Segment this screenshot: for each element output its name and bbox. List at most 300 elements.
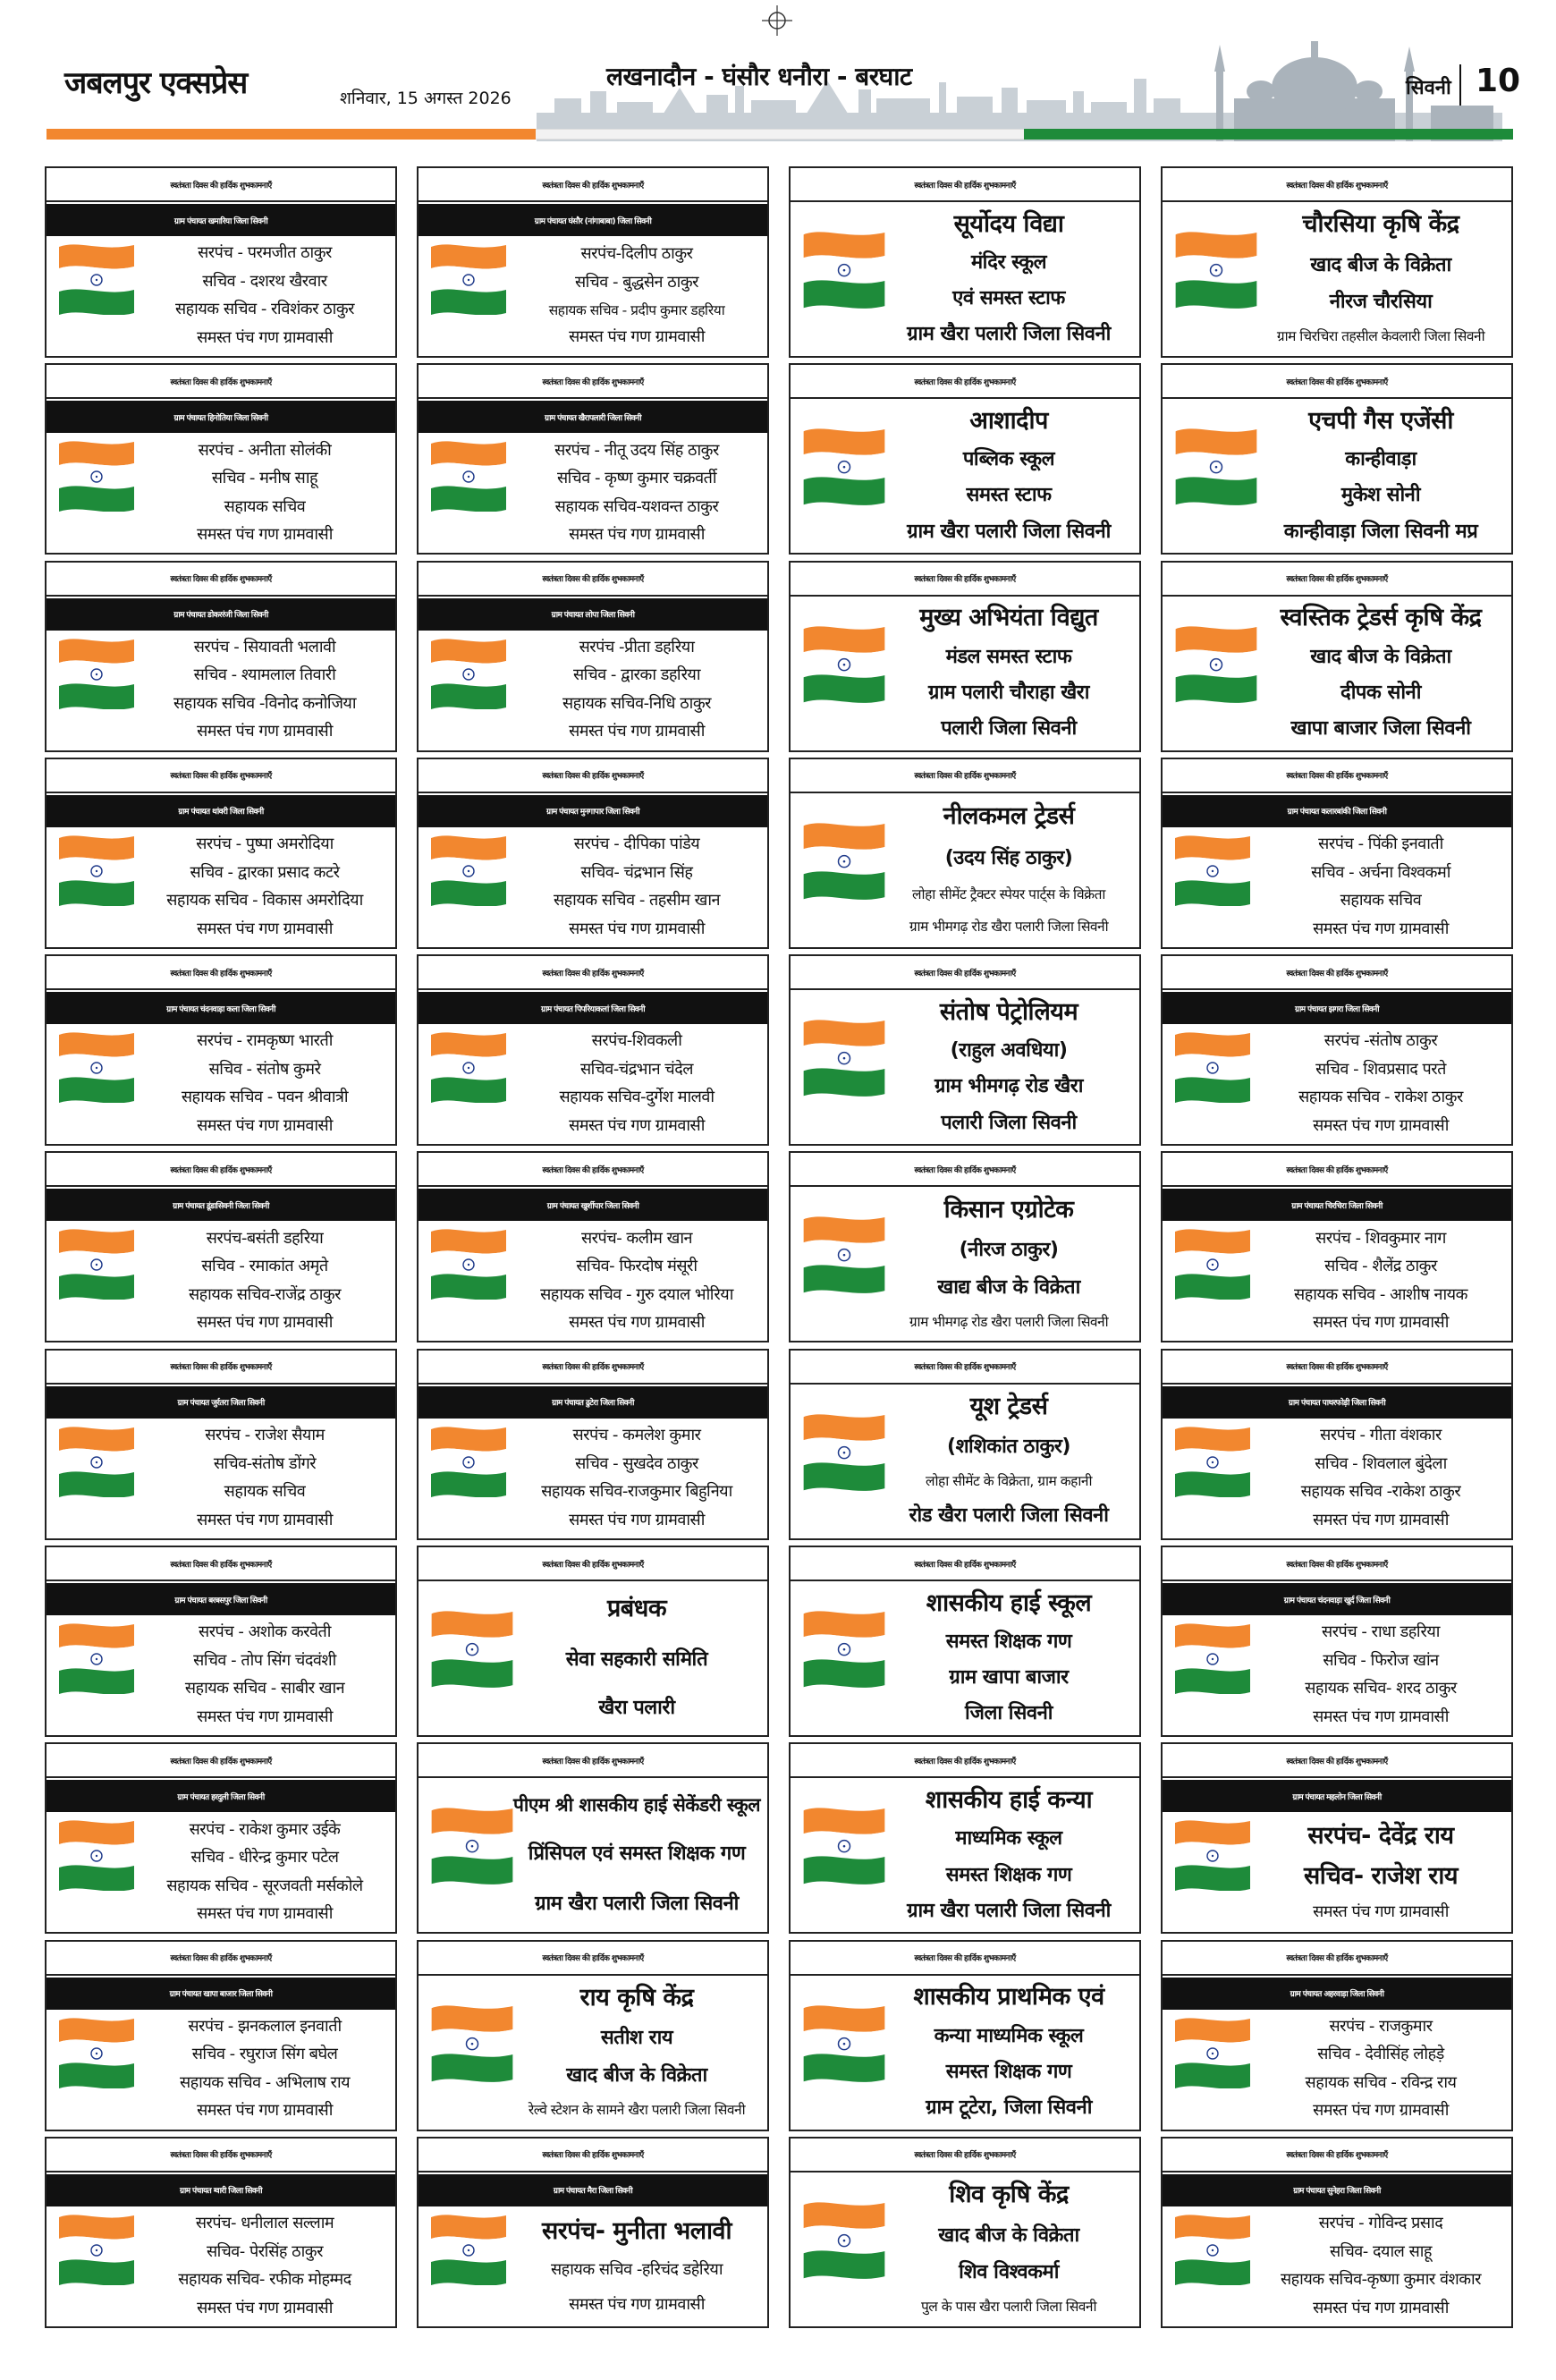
tricolor-flag-icon: [424, 636, 513, 709]
ad-line: सहायक सचिव - प्रदीप कुमार डहरिया: [548, 301, 725, 318]
ad-heading: स्वतंत्रता दिवस की हार्दिक शुभकामनाएँ: [47, 1547, 395, 1581]
ad-lines: [884, 598, 1134, 747]
ad-title: ग्राम पंचायत खैरापलारी जिला सिवनी: [419, 401, 767, 433]
ad-heading: स्वतंत्रता दिवस की हार्दिक शुभकामनाएँ: [419, 168, 767, 202]
ad-line: लोहा सीमेंट ट्रैक्टर स्पेयर पार्ट्स के विक्रेता: [912, 885, 1105, 902]
ad-line: सहायक सचिव - विकास अमरोदिया: [166, 891, 363, 910]
ad-line: समस्त पंच गण ग्रामवासी: [569, 1115, 705, 1135]
tricolor-flag-icon: [424, 2212, 513, 2285]
ad-title: ग्राम पंचायत सुनेहरा जिला सिवनी: [1163, 2174, 1511, 2206]
tricolor-flag-icon: [424, 833, 513, 906]
tricolor-flag-icon: [52, 1424, 141, 1497]
ad-lines: [1256, 2013, 1506, 2126]
ad-line: समस्त पंच गण ग्रामवासी: [1313, 1313, 1449, 1333]
ad-line: जिला सिवनी: [964, 1702, 1053, 1725]
ad-heading: स्वतंत्रता दिवस की हार्दिक शुभकामनाएँ: [791, 1744, 1139, 1778]
ad-line: माध्यमिक स्कूल: [955, 1827, 1062, 1851]
tricolor-flag-icon: [52, 1226, 141, 1300]
page-number: 10: [1476, 63, 1521, 99]
ad-line: सहायक सचिव - तहसीम खान: [553, 891, 721, 910]
ad-line: समस्त शिक्षक गण: [945, 1630, 1072, 1654]
ad-line: सचिव - फिरोज खांन: [1323, 1650, 1439, 1670]
ad-card: [45, 1742, 397, 1934]
ad-line: समस्त पंच गण ग्रामवासी: [197, 919, 333, 938]
ad-title: ग्राम पंचायत लोपा जिला सिवनी: [419, 598, 767, 631]
ad-line: सहायक सचिव-राजेंद्र ठाकुर: [188, 1284, 342, 1304]
ad-heading: स्वतंत्रता दिवस की हार्दिक शुभकामनाएँ: [791, 365, 1139, 399]
ad-card: [45, 1151, 397, 1342]
ad-line: समस्त पंच गण ग्रामवासी: [569, 722, 705, 741]
ad-title: ग्राम पंचायत हरदुली जिला सिवनी: [47, 1780, 395, 1812]
ad-heading: स्वतंत्रता दिवस की हार्दिक शुभकामनाएँ: [1163, 168, 1511, 202]
tricolor-flag-icon: [424, 1787, 520, 1901]
ad-title: ग्राम पंचायत हिनोतिया जिला सिवनी: [47, 401, 395, 433]
tricolor-band: [47, 129, 1513, 140]
ad-line: ग्राम खापा बाजार: [949, 1666, 1069, 1690]
ad-card: [45, 363, 397, 555]
ad-lines: [512, 1583, 762, 1732]
ad-line: (शशिकांत ठाकुर): [947, 1436, 1070, 1459]
ad-line: सरपंच - अनीता सोलंकी: [198, 440, 332, 460]
ad-line: सरपंच-दिलीप ठाकुर: [580, 243, 693, 263]
ad-line: समस्त पंच गण ग्रामवासी: [569, 1313, 705, 1333]
ad-title: ग्राम पंचायत अहरवाड़ा जिला सिवनी: [1163, 1978, 1511, 2010]
ad-line: सहायक सचिव - साबीर खान: [184, 1679, 345, 1698]
ad-line: सहायक सचिव: [1340, 891, 1422, 910]
ad-lines: [884, 1386, 1134, 1535]
ad-heading: स्वतंत्रता दिवस की हार्दिक शुभकामनाएँ: [791, 1153, 1139, 1187]
ad-line: खापा बाजार जिला सिवनी: [1290, 716, 1471, 740]
ad-lines: [140, 2013, 390, 2126]
ad-line: समस्त पंच गण ग्रामवासी: [1313, 1902, 1449, 1922]
ad-card: [789, 1742, 1141, 1934]
ad-line: सहायक सचिव - रविन्द्र राय: [1305, 2072, 1457, 2092]
ad-lines: [512, 1422, 762, 1535]
ad-heading: स्वतंत्रता दिवस की हार्दिक शुभकामनाएँ: [1163, 2139, 1511, 2172]
ad-line: (उदय सिंह ठाकुर): [944, 846, 1073, 869]
ad-card: [789, 1546, 1141, 1737]
ad-line: लोहा सीमेंट के विक्रेता, ग्राम कहानी: [926, 1473, 1092, 1490]
ad-heading: स्वतंत्रता दिवस की हार्दिक शुभकामनाएँ: [1163, 956, 1511, 990]
ad-card: [417, 363, 769, 555]
ad-line: सचिव - बुद्धसेन ठाकुर: [574, 272, 699, 292]
ad-card: [45, 2137, 397, 2328]
ad-lines: [884, 204, 1134, 352]
ad-line: ग्राम भीमगढ़ रोड खैरा पलारी जिला सिवनी: [909, 919, 1109, 936]
ad-card: [1161, 954, 1513, 1146]
ad-line: समस्त पंच गण ग्रामवासी: [1313, 1115, 1449, 1135]
ad-line: (नीरज ठाकुर): [959, 1239, 1059, 1262]
ad-lines: [884, 795, 1134, 944]
ad-line: सरपंच- मुनीता भलावी: [541, 2216, 732, 2245]
tricolor-flag-icon: [1168, 211, 1264, 326]
tricolor-flag-icon: [52, 1621, 141, 1694]
ad-line: नीलकमल ट्रेडर्स: [943, 802, 1075, 831]
ad-title: ग्राम पंचायत घंसौर (नांगाबाबा) जिला सिवनी: [419, 204, 767, 236]
ad-card: [789, 954, 1141, 1146]
ad-line: सचिव-संतोष डोंगरे: [213, 1453, 317, 1473]
ad-line: सहायक सचिव-दुर्गेश मालवी: [559, 1088, 715, 1107]
ad-heading: स्वतंत्रता दिवस की हार्दिक शुभकामनाएँ: [47, 365, 395, 399]
ad-line: सरपंच - दीपिका पांडेय: [573, 834, 700, 854]
ad-card: [1161, 363, 1513, 555]
ad-card: [45, 1349, 397, 1540]
ad-lines: [884, 992, 1134, 1140]
ad-line: सहायक सचिव - रविशंकर ठाकुर: [174, 300, 355, 319]
ad-line: सरपंच -संतोष ठाकुर: [1323, 1031, 1438, 1051]
ad-title: ग्राम पंचायत डूंडासिवनी जिला सिवनी: [47, 1189, 395, 1221]
issue-date: शनिवार, 15 अगस्त 2026: [340, 89, 512, 108]
tricolor-flag-icon: [796, 1393, 892, 1508]
ad-card: [1161, 1151, 1513, 1342]
ad-line: सचिव - मनीष साहू: [211, 469, 318, 488]
ad-lines: [140, 1422, 390, 1535]
tricolor-flag-icon: [1168, 606, 1264, 720]
ad-line: सतीश राय: [600, 2027, 673, 2050]
ad-lines: [512, 831, 762, 944]
ad-title: ग्राम पंचायत खापा बाजार जिला सिवनी: [47, 1978, 395, 2010]
ad-lines: [884, 1583, 1134, 1732]
ad-lines: [1256, 1619, 1506, 1732]
ad-line: समस्त पंच गण ग्रामवासी: [569, 1510, 705, 1529]
ad-line: पलारी जिला सिवनी: [941, 1111, 1077, 1134]
ad-line: किसान एग्रोटेक: [943, 1195, 1074, 1224]
ad-card: [1161, 1546, 1513, 1737]
ad-lines: [512, 240, 762, 352]
ad-lines: [512, 1028, 762, 1140]
ad-line: सचिव- चंद्रभान सिंह: [580, 862, 693, 882]
ad-line: खाद बीज के विक्रेता: [1310, 253, 1451, 276]
tricolor-flag-icon: [796, 408, 892, 522]
tricolor-flag-icon: [52, 1029, 141, 1103]
ad-card: [45, 954, 397, 1146]
tricolor-flag-icon: [52, 2212, 141, 2285]
ad-line: समस्त पंच गण ग्रामवासी: [1313, 1707, 1449, 1726]
ad-line: सचिव - शिवलाल बुंदेला: [1315, 1453, 1447, 1473]
ad-line: सरपंच - सियावती भलावी: [193, 637, 336, 656]
ad-line: ग्राम टूटेरा, जिला सिवनी: [926, 2096, 1092, 2120]
tricolor-flag-icon: [796, 1985, 892, 2099]
ad-card: [789, 166, 1141, 358]
ad-card: [417, 2137, 769, 2328]
ad-line: सरपंच - नीतू उदय सिंह ठाकुर: [554, 440, 719, 460]
tricolor-flag-icon: [796, 2181, 892, 2296]
tricolor-flag-icon: [1168, 1226, 1257, 1300]
page-district: सिवनी: [1406, 77, 1451, 99]
ad-line: सरपंच - झनकलाल इनवाती: [188, 2016, 342, 2036]
ad-line: सरपंच - अशोक करवेती: [199, 1622, 331, 1642]
ad-line: सचिव - सुखदेव ठाकुर: [575, 1453, 698, 1473]
ad-card: [45, 561, 397, 752]
ad-line: सहायक सचिव- रफीक मोहम्मद: [178, 2270, 351, 2290]
tricolor-flag-icon: [1168, 408, 1264, 522]
ad-line: सहायक सचिव -हरिचंद डहेरिया: [551, 2260, 723, 2280]
ad-line: सरपंच- धनीलाल सल्लाम: [195, 2214, 334, 2233]
ad-line: सेवा सहकारी समिति: [565, 1648, 708, 1672]
ad-lines: [884, 1189, 1134, 1337]
ad-line: समस्त पंच गण ग्रामवासी: [197, 2101, 333, 2121]
ad-line: पीएम श्री शासकीय हाई सेकेंडरी स्कूल: [512, 1793, 761, 1816]
ad-card: [417, 166, 769, 358]
ad-title: ग्राम पंचायत डोकररंजी जिला सिवनी: [47, 598, 395, 631]
ad-line: एवं समस्त स्टाफ: [952, 287, 1065, 310]
ad-lines: [1256, 1422, 1506, 1535]
ad-line: मुख्य अभियंता विद्युत: [919, 604, 1098, 632]
ad-line: सहायक सचिव - पवन श्रीवात्री: [181, 1088, 349, 1107]
ad-line: समस्त पंच गण ग्रामवासी: [569, 919, 705, 938]
ad-line: ग्राम खैरा पलारी जिला सिवनी: [535, 1892, 739, 1915]
ad-heading: स्वतंत्रता दिवस की हार्दिक शुभकामनाएँ: [47, 2139, 395, 2172]
ad-line: सरपंच -प्रीता डहरिया: [579, 637, 695, 656]
ad-line: सचिव- पेरसिंह ठाकुर: [207, 2241, 323, 2261]
ad-line: सरपंच - राजकुमार: [1329, 2016, 1433, 2036]
ad-line: यूश ट्रेडर्स: [969, 1393, 1048, 1421]
ad-line: सचिव-चंद्रभान चंदेल: [580, 1059, 693, 1079]
ad-card: [45, 1546, 397, 1737]
ad-line: समस्त शिक्षक गण: [945, 2060, 1072, 2083]
ad-line: सरपंच- देवेंद्र राय: [1307, 1821, 1454, 1850]
ad-heading: स्वतंत्रता दिवस की हार्दिक शुभकामनाएँ: [791, 956, 1139, 990]
ad-lines: [884, 2174, 1134, 2323]
ad-title: ग्राम पंचायत चंदनवाड़ा खुर्द जिला सिवनी: [1163, 1583, 1511, 1615]
ad-line: ग्राम पलारी चौराहा खैरा: [928, 681, 1089, 704]
ad-heading: स्वतंत्रता दिवस की हार्दिक शुभकामनाएँ: [1163, 1942, 1511, 1976]
ad-line: सहायक सचिव-कृष्णा कुमार वंशकार: [1280, 2270, 1482, 2290]
tricolor-flag-icon: [424, 241, 513, 315]
ad-line: सचिव - द्वारका डहरिया: [572, 665, 701, 685]
ad-line: समस्त स्टाफ: [966, 484, 1052, 507]
masthead: [0, 0, 1556, 157]
ad-card: [417, 954, 769, 1146]
ad-line: ग्राम खैरा पलारी जिला सिवनी: [907, 1899, 1111, 1922]
tricolor-flag-icon: [52, 438, 141, 512]
ad-line: समस्त पंच गण ग्रामवासी: [1313, 2298, 1449, 2317]
ad-lines: [1256, 831, 1506, 944]
ad-lines: [1256, 1816, 1506, 1928]
registration-mark-icon: [762, 5, 792, 36]
ad-card: [417, 758, 769, 949]
ad-lines: [884, 401, 1134, 549]
ad-line: एचपी गैस एजेंसी: [1308, 406, 1453, 435]
ad-line: सहायक सचिव-यशवन्त ठाकुर: [554, 496, 719, 516]
ad-line: सचिव - कृष्ण कुमार चक्रवर्ती: [556, 469, 717, 488]
ad-line: सचिव - तोप सिंग चंदवंशी: [193, 1650, 336, 1670]
ad-line: सहायक सचिव: [224, 1482, 306, 1502]
ad-line: सचिव - रघुराज सिंग बघेल: [191, 2045, 338, 2064]
ad-heading: स्वतंत्रता दिवस की हार्दिक शुभकामनाएँ: [1163, 365, 1511, 399]
ad-line: सहायक सचिव-निधि ठाकुर: [562, 693, 712, 713]
ad-lines: [1256, 2210, 1506, 2323]
ad-heading: स्वतंत्रता दिवस की हार्दिक शुभकामनाएँ: [791, 1547, 1139, 1581]
tricolor-flag-icon: [424, 1029, 513, 1103]
newspaper-name: जबलपुर एक्सप्रेस: [64, 65, 248, 101]
ad-heading: स्वतंत्रता दिवस की हार्दिक शुभकामनाएँ: [419, 365, 767, 399]
ad-heading: स्वतंत्रता दिवस की हार्दिक शुभकामनाएँ: [419, 563, 767, 597]
ad-line: रेल्वे स्टेशन के सामने खैरा पलारी जिला सिवनी: [528, 2101, 746, 2118]
ad-line: स्वस्तिक ट्रेडर्स कृषि केंद्र: [1280, 604, 1482, 632]
ad-line: सरपंच - रामकृष्ण भारती: [197, 1031, 333, 1051]
ad-line: ग्राम चिरचिरा तहसील केवलारी जिला सिवनी: [1276, 328, 1485, 345]
ad-line: सरपंच - गीता वंशकार: [1320, 1426, 1442, 1445]
ad-heading: स्वतंत्रता दिवस की हार्दिक शुभकामनाएँ: [419, 1547, 767, 1581]
ad-lines: [512, 1780, 762, 1928]
ad-lines: [1256, 598, 1506, 747]
ad-line: खाद्य बीज के विक्रेता: [937, 1275, 1080, 1299]
ad-heading: स्वतंत्रता दिवस की हार्दिक शुभकामनाएँ: [47, 563, 395, 597]
ad-lines: [140, 2210, 390, 2323]
ad-heading: स्वतंत्रता दिवस की हार्दिक शुभकामनाएँ: [1163, 563, 1511, 597]
ad-lines: [140, 1028, 390, 1140]
ad-card: [1161, 2137, 1513, 2328]
ad-title: ग्राम पंचायत पाथरफोड़ी जिला सिवनी: [1163, 1386, 1511, 1419]
ad-heading: स्वतंत्रता दिवस की हार्दिक शुभकामनाएँ: [1163, 1351, 1511, 1385]
ad-line: सरपंच - गोविन्द प्रसाद: [1318, 2214, 1443, 2233]
ad-line: शासकीय हाई स्कूल: [926, 1588, 1092, 1617]
ad-line: सरपंच - राकेश कुमार उईके: [189, 1819, 341, 1839]
ad-card: [1161, 1349, 1513, 1540]
tricolor-flag-icon: [52, 2015, 141, 2088]
ad-line: सचिव- राजेश राय: [1303, 1861, 1459, 1890]
ad-line: सहायक सचिव -विनोद कनोजिया: [173, 693, 357, 713]
ad-line: मुकेश सोनी: [1340, 484, 1421, 507]
ad-line: ग्राम भीमगढ़ रोड खैरा: [934, 1075, 1083, 1098]
ad-line: आशादीप: [969, 406, 1048, 435]
tricolor-flag-icon: [796, 606, 892, 720]
ad-card: [789, 1349, 1141, 1540]
ad-title: ग्राम पंचायत मुनगापार जिला सिवनी: [419, 795, 767, 827]
ad-line: समस्त शिक्षक गण: [945, 1863, 1072, 1886]
ad-line: समस्त पंच गण ग्रामवासी: [197, 1510, 333, 1529]
ad-card: [789, 2137, 1141, 2328]
ad-heading: स्वतंत्रता दिवस की हार्दिक शुभकामनाएँ: [47, 1153, 395, 1187]
ad-lines: [512, 1224, 762, 1337]
tricolor-flag-icon: [796, 999, 892, 1114]
ad-line: सहायक सचिव - गुरु दयाल भोरिया: [540, 1284, 733, 1304]
ad-line: सरपंच - पिंकी इनवाती: [1318, 834, 1443, 854]
ad-lines: [140, 1816, 390, 1928]
ad-line: समस्त पंच गण ग्रामवासी: [197, 1313, 333, 1333]
ad-line: सचिव - शैलेंद्र ठाकुर: [1324, 1257, 1437, 1276]
ad-lines: [140, 831, 390, 944]
ad-heading: स्वतंत्रता दिवस की हार्दिक शुभकामनाएँ: [1163, 759, 1511, 793]
ad-line: दीपक सोनी: [1340, 681, 1421, 704]
ad-line: खाद बीज के विक्रेता: [566, 2064, 707, 2088]
ad-line: शासकीय प्राथमिक एवं: [913, 1983, 1104, 2012]
ad-title: ग्राम पंचायत खमारिया जिला सिवनी: [47, 204, 395, 236]
ad-line: मंदिर स्कूल: [970, 250, 1047, 274]
ad-line: ग्राम भीमगढ़ रोड खैरा पलारी जिला सिवनी: [909, 1313, 1109, 1330]
ad-heading: स्वतंत्रता दिवस की हार्दिक शुभकामनाएँ: [1163, 1547, 1511, 1581]
greetings-ad-grid: [45, 166, 1513, 2327]
header-divider: [1459, 64, 1461, 106]
tricolor-flag-icon: [1168, 1424, 1257, 1497]
ad-card: [789, 561, 1141, 752]
ad-line: शिव कृषि केंद्र: [949, 2181, 1069, 2209]
ad-line: शासकीय हाई कन्या: [925, 1785, 1093, 1814]
ad-lines: [1256, 1224, 1506, 1337]
ad-title: ग्राम पंचायत खुर्शीपार जिला सिवनी: [419, 1189, 767, 1221]
ad-lines: [1256, 204, 1506, 352]
ad-line: सहायक सचिव -राकेश ठाकुर: [1300, 1482, 1461, 1502]
tricolor-flag-icon: [424, 1424, 513, 1497]
tricolor-flag-icon: [1168, 833, 1257, 906]
ad-heading: स्वतंत्रता दिवस की हार्दिक शुभकामनाएँ: [419, 1153, 767, 1187]
ad-line: सूर्योदय विद्या: [953, 209, 1064, 238]
ad-line: समस्त पंच गण ग्रामवासी: [1313, 919, 1449, 938]
page-region: लखनादौन - घंसौर धनौरा - बरघाट: [606, 62, 912, 91]
ad-card: [789, 758, 1141, 949]
tricolor-flag-icon: [424, 1985, 520, 2099]
ad-title: ग्राम पंचायत जुर्रतरा जिला सिवनी: [47, 1386, 395, 1419]
ad-lines: [140, 1619, 390, 1732]
ad-line: मंडल समस्त स्टाफ: [945, 645, 1072, 668]
ad-line: प्रबंधक: [606, 1595, 667, 1623]
ad-line: कन्या माध्यमिक स्कूल: [934, 2024, 1084, 2047]
ad-heading: स्वतंत्रता दिवस की हार्दिक शुभकामनाएँ: [47, 1744, 395, 1778]
ad-title: ग्राम पंचायत ढुटेरा जिला सिवनी: [419, 1386, 767, 1419]
ad-line: प्रिंसिपल एवं समस्त शिक्षक गण: [528, 1842, 746, 1866]
ad-heading: स्वतंत्रता दिवस की हार्दिक शुभकामनाएँ: [419, 1942, 767, 1976]
ad-line: सचिव- दयाल साहू: [1330, 2241, 1432, 2261]
tricolor-flag-icon: [52, 636, 141, 709]
ad-line: सरपंच-शिवकली: [591, 1031, 682, 1051]
ad-line: रोड खैरा पलारी जिला सिवनी: [909, 1504, 1109, 1528]
ad-line: सहायक सचिव-राजकुमार बिहुनिया: [541, 1482, 732, 1502]
ad-line: ग्राम खैरा पलारी जिला सिवनी: [907, 323, 1111, 346]
tricolor-flag-icon: [424, 1590, 520, 1705]
ad-card: [45, 1940, 397, 2131]
ad-card: [1161, 758, 1513, 949]
ad-card: [789, 363, 1141, 555]
ad-card: [417, 1940, 769, 2131]
ad-line: समस्त पंच गण ग्रामवासी: [569, 2295, 705, 2315]
tricolor-flag-icon: [424, 438, 513, 512]
ad-line: पलारी जिला सिवनी: [941, 716, 1077, 740]
ad-line: (राहुल अवधिया): [950, 1039, 1068, 1063]
ad-line: समस्त पंच गण ग्रामवासी: [197, 525, 333, 545]
ad-line: सहायक सचिव - सूरजवती मर्सकोले: [166, 1876, 363, 1895]
ad-title: ग्राम पंचायत झगरा जिला सिवनी: [1163, 992, 1511, 1024]
ad-heading: स्वतंत्रता दिवस की हार्दिक शुभकामनाएँ: [47, 168, 395, 202]
ad-heading: स्वतंत्रता दिवस की हार्दिक शुभकामनाएँ: [791, 1942, 1139, 1976]
ad-line: समस्त पंच गण ग्रामवासी: [569, 327, 705, 347]
ad-line: सचिव - द्वारका प्रसाद कटरे: [190, 862, 340, 882]
ad-line: सहायक सचिव- शरद ठाकुर: [1305, 1679, 1457, 1698]
ad-line: सहायक सचिव - अभिलाष राय: [179, 2072, 351, 2092]
ad-line: सचिव- फिरदोष मंसूरी: [576, 1257, 698, 1276]
ad-heading: स्वतंत्रता दिवस की हार्दिक शुभकामनाएँ: [791, 2139, 1139, 2172]
ad-line: समस्त पंच गण ग्रामवासी: [569, 525, 705, 545]
ad-line: संतोष पेट्रोलियम: [939, 997, 1078, 1026]
ad-heading: स्वतंत्रता दिवस की हार्दिक शुभकामनाएँ: [1163, 1153, 1511, 1187]
tricolor-flag-icon: [1168, 1029, 1257, 1103]
ad-lines: [140, 240, 390, 352]
tricolor-flag-icon: [796, 211, 892, 326]
ad-line: नीरज चौरसिया: [1329, 291, 1433, 314]
ad-card: [417, 1151, 769, 1342]
ad-card: [417, 1546, 769, 1737]
ad-line: खाद बीज के विक्रेता: [938, 2223, 1079, 2247]
ad-card: [45, 166, 397, 358]
tricolor-flag-icon: [1168, 1817, 1257, 1891]
ad-line: कान्हीवाड़ा: [1345, 448, 1416, 471]
ad-line: सचिव - संतोष कुमरे: [208, 1059, 321, 1079]
ad-card: [789, 1151, 1141, 1342]
ad-heading: स्वतंत्रता दिवस की हार्दिक शुभकामनाएँ: [419, 2139, 767, 2172]
ad-title: ग्राम पंचायत महलोन जिला सिवनी: [1163, 1780, 1511, 1812]
ad-line: पुल के पास खैरा पलारी जिला सिवनी: [920, 2299, 1097, 2316]
ad-line: सचिव - शिवप्रसाद परते: [1315, 1059, 1446, 1079]
